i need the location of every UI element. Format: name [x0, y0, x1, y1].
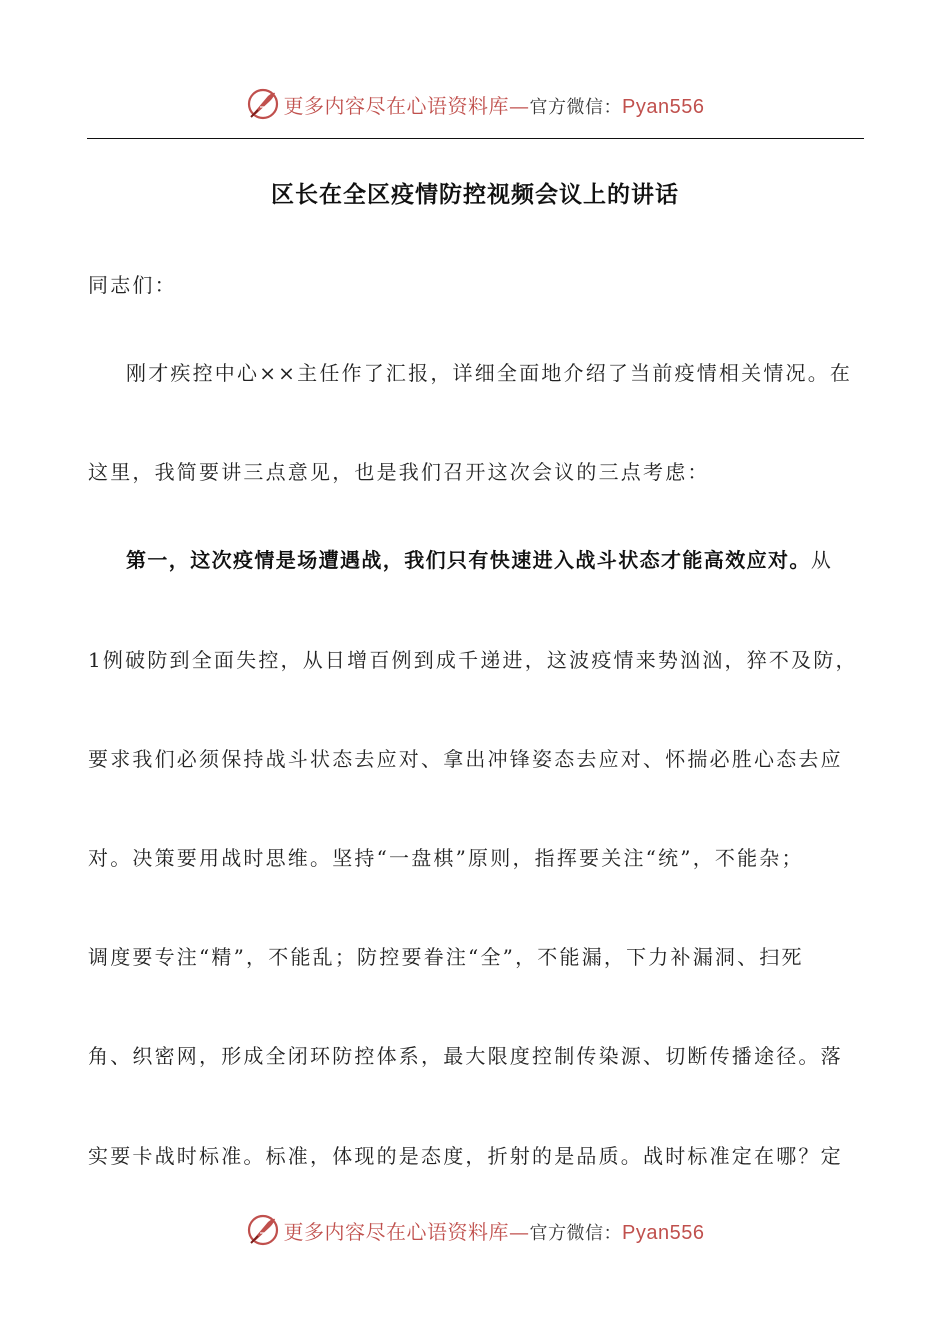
footer-banner-main: 更多内容尽在心语资料库 [283, 1219, 510, 1244]
point-one-heading: 第一，这次疫情是场遭遇战，我们只有快速进入战斗状态才能高效应对。 [126, 548, 811, 572]
footer-banner-dash: — [509, 1219, 530, 1244]
paragraph-line [126, 545, 866, 575]
paragraph-line: 实要卡战时标准。标准，体现的是态度，折射的是品质。战时标准定在哪？定 [88, 1144, 843, 1168]
paragraph-line: 刚才疾控中心××主任作了汇报，详细全面地介绍了当前疫情相关情况。在 [126, 361, 853, 385]
header-banner-id: Pyan556 [622, 95, 705, 118]
document-title: 区长在全区疫情防控视频会议上的讲话 [271, 182, 679, 208]
paragraph-line: 调度要专注“精”，不能乱；防控要眷注“全”，不能漏，下力补漏洞、扫死 [88, 945, 804, 969]
header-banner-dash: — [509, 93, 530, 118]
quill-logo-icon [246, 87, 280, 121]
paragraph-line: 角、织密网，形成全闭环防控体系，最大限度控制传染源、切断传播途径。落 [88, 1044, 843, 1068]
quill-logo-icon [246, 1213, 280, 1247]
footer-banner-text [284, 1216, 705, 1245]
paragraph-line: 这里，我简要讲三点意见，也是我们召开这次会议的三点考虑： [88, 460, 710, 484]
paragraph-line: 1例破防到全面失控，从日增百例到成千递进，这波疫情来势汹汹，猝不及防， [88, 648, 858, 672]
footer-banner-wechat: 官方微信： [529, 1222, 623, 1244]
header-banner-wechat: 官方微信： [529, 96, 623, 118]
header-rule [87, 138, 864, 139]
header-banner-main: 更多内容尽在心语资料库 [283, 93, 510, 118]
paragraph-line-tail: 从 [810, 548, 834, 572]
paragraph-line: 对。决策要用战时思维。坚持“一盘棋”原则，指挥要关注“统”，不能杂； [88, 846, 804, 870]
header-banner-text [284, 90, 705, 119]
footer-banner [0, 1210, 950, 1250]
salutation: 同志们： [88, 273, 177, 297]
footer-banner-id: Pyan556 [622, 1221, 705, 1244]
header-banner [0, 84, 950, 124]
paragraph-line: 要求我们必须保持战斗状态去应对、拿出冲锋姿态去应对、怀揣必胜心态去应 [88, 747, 843, 771]
